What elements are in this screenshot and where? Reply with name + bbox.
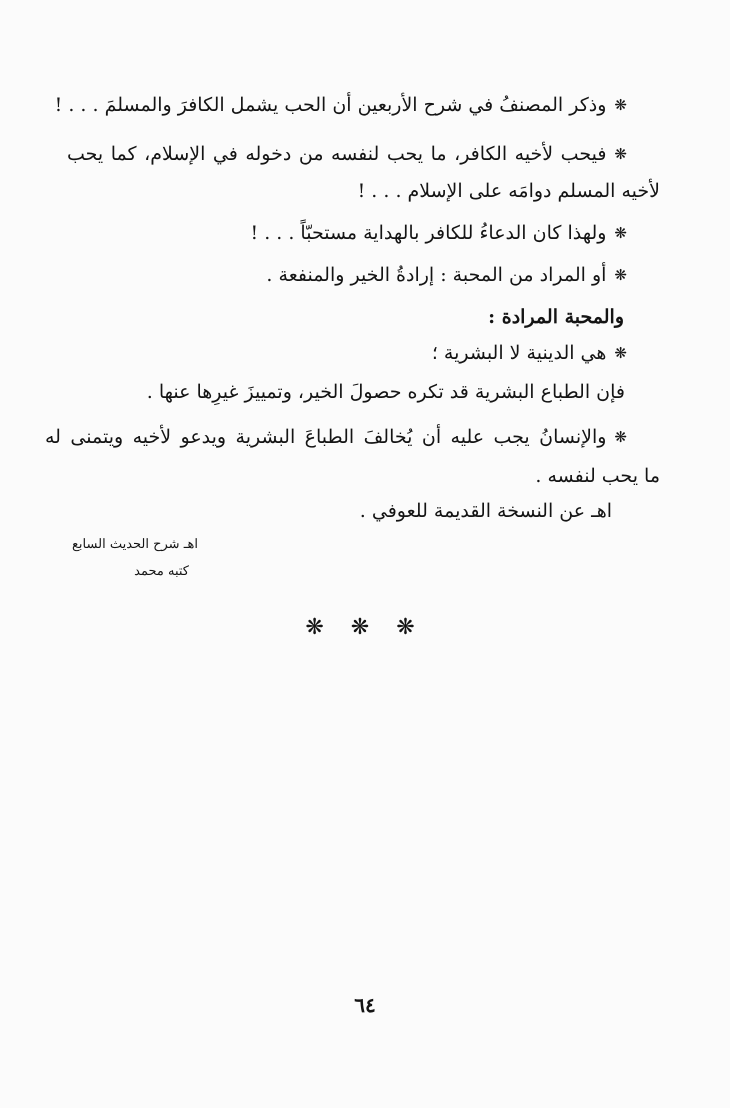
handwritten-note-line-2: كتبه محمد xyxy=(134,564,189,579)
paragraph-9: اهـ عن النسخة القديمة للعوفي . xyxy=(359,500,612,522)
bullet-icon: ❋ xyxy=(614,428,627,446)
bullet-icon: ❋ xyxy=(614,224,627,242)
paragraph-6 xyxy=(432,340,627,366)
handwritten-note-line-1: اهـ شرح الحديث السابع xyxy=(72,537,198,552)
paragraph-text: وذكر المصنفُ في شرح الأربعين أن الحب يشمل الكافرَ والمسلمَ . . . ! xyxy=(54,94,607,116)
paragraph-2-line-2: لأخيه المسلم دوامَه على الإسلام . . . ! xyxy=(357,180,660,202)
paragraph-8-line-2: ما يحب لنفسه . xyxy=(535,465,660,487)
paragraph-8-line-1 xyxy=(45,424,627,450)
paragraph-text: والإنسانُ يجب عليه أن يُخالفَ الطباعَ البشرية ويدعو لأخيه ويتمنى له xyxy=(45,426,607,448)
paragraph-7: فإن الطباع البشرية قد تكره حصولَ الخير، وتمييزَ غيرِها عنها . xyxy=(146,381,625,403)
page-number: ٦٤ xyxy=(354,993,376,1017)
paragraph-text: هي الدينية لا البشرية ؛ xyxy=(431,342,607,364)
paragraph-2-line-1 xyxy=(67,141,627,167)
paragraph-text: أو المراد من المحبة : إرادةُ الخير والمنفعة . xyxy=(266,264,607,286)
paragraph-text: فيحب لأخيه الكافر، ما يحب لنفسه من دخوله في الإسلام، كما يحب xyxy=(67,143,607,165)
bullet-icon: ❋ xyxy=(614,266,627,284)
section-divider: ❋ ❋ ❋ xyxy=(305,615,425,640)
paragraph-3 xyxy=(251,220,627,246)
bullet-icon: ❋ xyxy=(614,96,627,114)
section-heading: والمحبة المرادة : xyxy=(488,306,624,328)
paragraph-4 xyxy=(266,262,627,288)
bullet-icon: ❋ xyxy=(614,145,627,163)
paragraph-text: ولهذا كان الدعاءُ للكافر بالهداية مستحبّاً . . . ! xyxy=(250,222,607,244)
bullet-icon: ❋ xyxy=(614,344,627,362)
paragraph-1 xyxy=(55,92,627,118)
